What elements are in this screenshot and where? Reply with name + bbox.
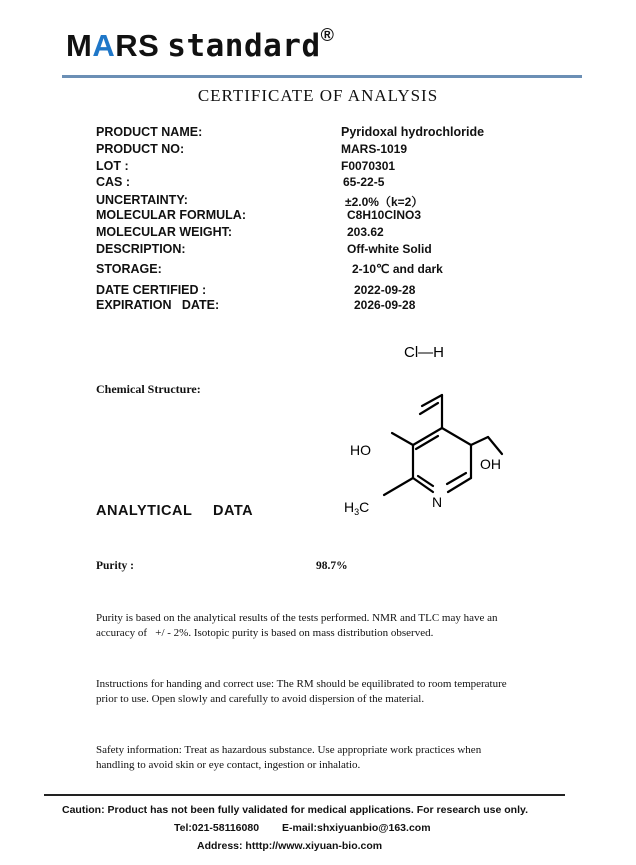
field-label-molecular-weight: MOLECULAR WEIGHT:: [96, 225, 233, 239]
safety-note: [96, 743, 556, 773]
purity-note: [96, 611, 556, 641]
document-title: CERTIFICATE OF ANALYSIS: [197, 86, 439, 105]
field-label-description: DESCRIPTION:: [96, 242, 186, 256]
field-value-date-certified: 2022-09-28: [354, 283, 416, 297]
field-value-product-name: Pyridoxal hydrochloride: [341, 125, 485, 139]
analytical-heading: ANALYTICAL: [96, 503, 193, 519]
instructions-line-1: Instructions for handing and correct use: The RM should be equilibrated to room temperature: [96, 678, 507, 690]
chemical-structure-label: Chemical Structure:: [96, 382, 201, 396]
bond-ch2-oh: [488, 437, 502, 454]
field-label-expiration-date: EXPIRATION DATE:: [96, 298, 220, 312]
field-label-lot: LOT :: [96, 159, 129, 173]
field-label-product-name: PRODUCT NAME:: [96, 125, 203, 139]
ring-bonds: [384, 395, 502, 495]
safety-line-2: handling to avoid skin or eye contact, ingestion or inhalatio.: [96, 759, 361, 771]
registered-mark: ®: [320, 24, 335, 45]
field-value-expiration-date: 2026-09-28: [354, 298, 416, 312]
nitrogen-label: N: [432, 494, 443, 510]
data-heading: DATA: [213, 503, 254, 519]
methyl-label: $H_3C$: [344, 499, 370, 517]
purity-note-line-1: Purity is based on the analytical results of the tests performed. NMR and TLC may have an: [96, 612, 498, 624]
caution-text: Caution: Product has not been fully validated for medical applications. For research use only.: [62, 804, 528, 816]
bond-co-1: [422, 395, 442, 406]
footer-address[interactable]: Address: htttp://www.xiyuan-bio.com: [197, 840, 383, 852]
logo-mars: MARS: [66, 28, 160, 63]
bond-c6-n: [448, 478, 471, 492]
field-value-uncertainty: ±2.0%（k=2）: [345, 195, 424, 209]
purity-label: Purity :: [96, 560, 135, 572]
bond-c4-c5: [442, 428, 471, 445]
field-label-date-certified: DATE CERTIFIED :: [96, 283, 207, 297]
brand-logo: [66, 24, 335, 64]
logo-standard: standard: [167, 28, 321, 64]
footer-email[interactable]: E-mail:shxiyuanbio@163.com: [282, 822, 431, 834]
field-label-cas: CAS :: [96, 175, 131, 189]
instructions-line-2: prior to use. Open slowly and carefully to avoid dispersion of the material.: [96, 693, 425, 705]
footer-tel: Tel:021-58116080: [174, 822, 260, 834]
field-value-cas: 65-22-5: [343, 175, 385, 189]
purity-note-line-2: accuracy of +/ - 2%. Isotopic purity is based on mass distribution observed.: [96, 627, 434, 639]
oh-label: OH: [480, 456, 501, 472]
hcl-label: Cl—H: [404, 344, 444, 361]
bond-c2-n-double: [418, 476, 433, 486]
field-value-storage: 2-10℃ and dark: [352, 262, 443, 276]
chemical-structure-diagram: [320, 330, 520, 525]
field-value-molecular-weight: 203.62: [347, 225, 384, 239]
bond-c2-methyl: [384, 478, 413, 495]
field-value-lot: F0070301: [341, 159, 396, 173]
field-value-product-no: MARS-1019: [341, 142, 408, 156]
field-label-molecular-formula: MOLECULAR FORMULA:: [96, 208, 246, 222]
instructions-note: [96, 677, 556, 707]
safety-line-1: Safety information: Treat as hazardous substance. Use appropriate work practices when: [96, 744, 482, 756]
field-label-uncertainty: UNCERTAINTY:: [96, 193, 188, 207]
field-label-storage: STORAGE:: [96, 262, 162, 276]
field-value-molecular-formula: C8H10ClNO3: [347, 208, 422, 222]
header-divider: [62, 75, 582, 78]
purity-value: 98.7%: [316, 560, 348, 572]
footer-divider: [44, 794, 565, 796]
bond-c3-oh: [392, 433, 413, 445]
ho-label: HO: [350, 442, 371, 458]
bond-c5-ch2: [471, 437, 488, 445]
field-value-description: Off-white Solid: [347, 242, 432, 256]
field-label-product-no: PRODUCT NO:: [96, 142, 185, 156]
